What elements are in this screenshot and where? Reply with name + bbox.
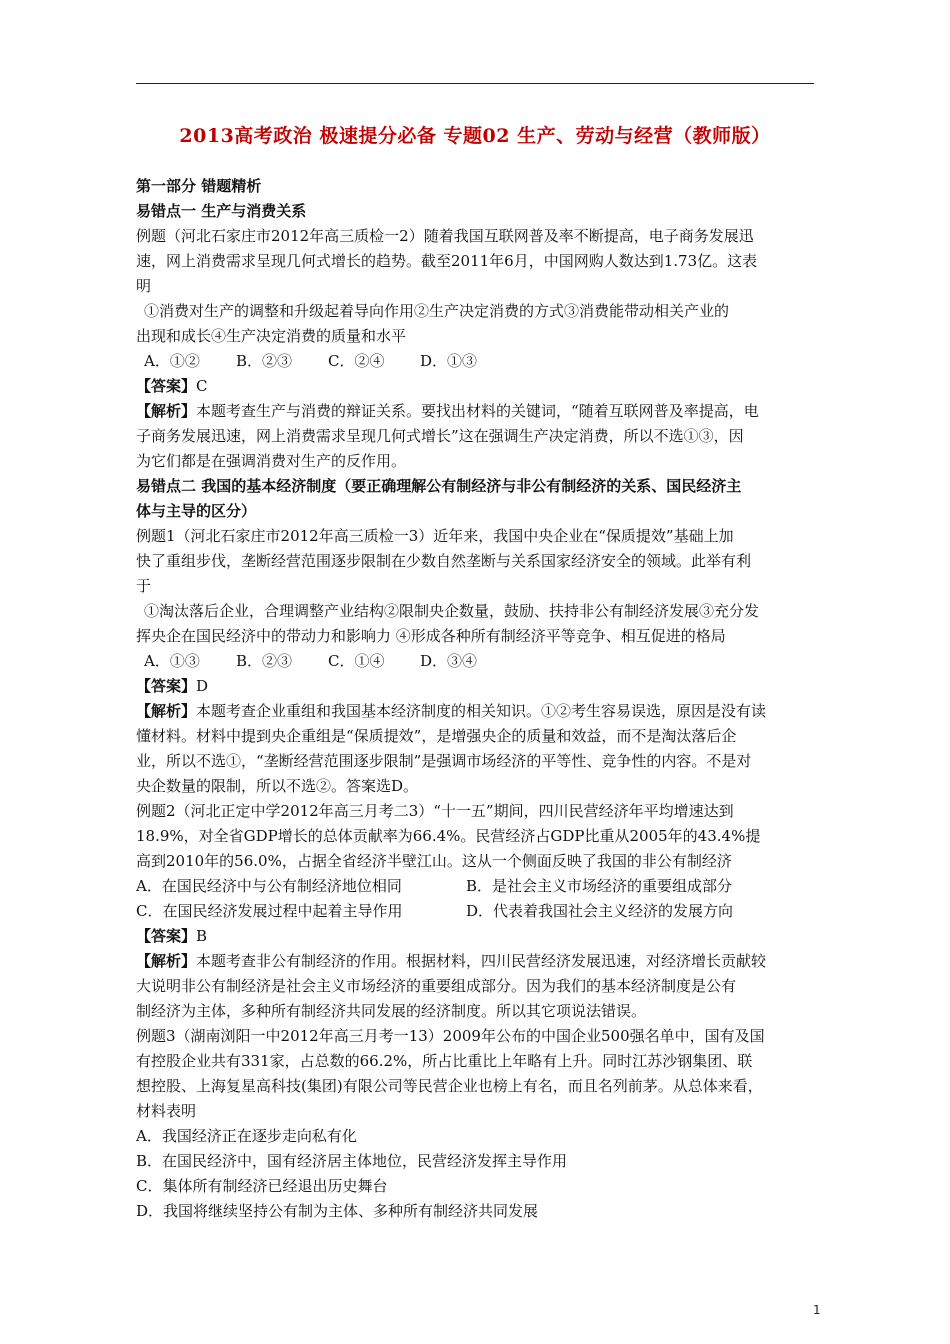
point-heading: 体与主导的区分） [136, 502, 257, 520]
question-line: 18.9%，对全省GDP增长的总体贡献率为66.4%。民营经济占GDP比重从2005年的43.4%提 [136, 827, 761, 845]
question-line: 有控股企业共有331家，占总数的66.2%，所占比重比上年略有上升。同时江苏沙钢集团、联 [136, 1052, 753, 1070]
answer-label: 【答案】 [136, 927, 197, 945]
page-number: 1 [813, 1303, 821, 1317]
statement-line: 挥央企在国民经济中的带动力和影响力 ④形成各种所有制经济平等竞争、相互促进的格局 [136, 627, 726, 645]
options-row [136, 649, 816, 674]
option-b: B．②③ [236, 352, 293, 370]
question-line: 材料表明 [136, 1102, 197, 1120]
option-a: A．①② [144, 352, 200, 370]
option-d: D．①③ [420, 352, 478, 370]
option-b: B．是社会主义市场经济的重要组成部分 [466, 877, 733, 895]
answer-line [136, 374, 816, 399]
option-d: D．③④ [420, 652, 478, 670]
option-a: A．在国民经济中与公有制经济地位相同 [136, 877, 402, 895]
analysis-line [136, 399, 816, 424]
statement-line: ①消费对生产的调整和升级起着导向作用②生产决定消费的方式③消费能带动相关产业的 [144, 302, 730, 320]
answer-line [136, 924, 816, 949]
question-line: 高到2010年的56.0%，占据全省经济半壁江山。这从一个侧面反映了我国的非公有制经济 [136, 852, 732, 870]
question-line: 想控股、上海复星高科技(集团)有限公司等民营企业也榜上有名，而且名列前茅。从总体来看， [136, 1077, 763, 1095]
question-line: 例题1（河北石家庄市2012年高三质检一3）近年来，我国中央企业在“保质提效”基础上加 [136, 527, 734, 545]
document-title: 2013高考政治 极速提分必备 专题02 生产、劳动与经营（教师版） [179, 125, 771, 147]
answer-label: 【答案】 [136, 677, 197, 695]
point-heading: 易错点二 我国的基本经济制度（要正确理解公有制经济与非公有制经济的关系、国民经济主 [136, 477, 742, 495]
options-row [136, 349, 816, 374]
point-heading: 易错点一 生产与消费关系 [136, 202, 307, 220]
option-c: C．②④ [328, 352, 385, 370]
analysis-text: 本题考查生产与消费的辩证关系。要找出材料的关键词，“随着互联网普及率提高，电 [196, 402, 759, 420]
options-row [136, 874, 816, 899]
option-c: C．集体所有制经济已经退出历史舞台 [136, 1177, 388, 1195]
question-line: 于 [136, 577, 152, 595]
analysis-label: 【解析】 [136, 702, 197, 720]
option-a: A．①③ [144, 652, 200, 670]
question-line: 例题3（湖南浏阳一中2012年高三月考一13）2009年公布的中国企业500强名单中，国有及国 [136, 1027, 765, 1045]
option-c: C．①④ [328, 652, 385, 670]
analysis-line: 大说明非公有制经济是社会主义市场经济的重要组成部分。因为我们的基本经济制度是公有 [136, 977, 737, 995]
answer-value: C [196, 377, 208, 395]
question-line: 快了重组步伐，垄断经营范围逐步限制在少数自然垄断与关系国家经济安全的领域。此举有利 [136, 552, 752, 570]
answer-label: 【答案】 [136, 377, 197, 395]
question-line: 明 [136, 277, 152, 295]
analysis-line: 央企数量的限制，所以不选②。答案选D。 [136, 777, 419, 795]
statement-line: ①淘汰落后企业，合理调整产业结构②限制央企数量，鼓励、扶持非公有制经济发展③充分发 [144, 602, 760, 620]
analysis-line [136, 699, 816, 724]
analysis-line: 懂材料。材料中提到央企重组是“保质提效”，是增强央企的质量和效益，而不是淘汰落后企 [136, 727, 737, 745]
header-rule [136, 83, 814, 84]
option-d: D．我国将继续坚持公有制为主体、多种所有制经济共同发展 [136, 1202, 539, 1220]
analysis-line: 为它们都是在强调消费对生产的反作用。 [136, 452, 407, 470]
analysis-line: 制经济为主体，多种所有制经济共同发展的经济制度。所以其它项说法错误。 [136, 1002, 647, 1020]
section-heading: 第一部分 错题精析 [136, 177, 262, 195]
analysis-text: 本题考查非公有制经济的作用。根据材料，四川民营经济发展迅速，对经济增长贡献较 [196, 952, 767, 970]
analysis-label: 【解析】 [136, 952, 197, 970]
question-line: 例题（河北石家庄市2012年高三质检一2）随着我国互联网普及率不断提高，电子商务发展迅 [136, 227, 754, 245]
question-line: 速，网上消费需求呈现几何式增长的趋势。截至2011年6月，中国网购人数达到1.73亿。这表 [136, 252, 758, 270]
option-a: A．我国经济正在逐步走向私有化 [136, 1127, 357, 1145]
answer-value: B [196, 927, 208, 945]
analysis-line [136, 949, 816, 974]
option-d: D．代表着我国社会主义经济的发展方向 [466, 902, 734, 920]
option-c: C．在国民经济发展过程中起着主导作用 [136, 902, 403, 920]
analysis-label: 【解析】 [136, 402, 197, 420]
option-b: B．在国民经济中，国有经济居主体地位，民营经济发挥主导作用 [136, 1152, 568, 1170]
answer-value: D [196, 677, 209, 695]
question-line: 例题2（河北正定中学2012年高三月考二3）“十一五”期间，四川民营经济年平均增速达到 [136, 802, 734, 820]
analysis-text: 本题考查企业重组和我国基本经济制度的相关知识。①②考生容易误选，原因是没有读 [196, 702, 767, 720]
answer-line [136, 674, 816, 699]
option-b: B．②③ [236, 652, 293, 670]
analysis-line: 子商务发展迅速，网上消费需求呈现几何式增长”这在强调生产决定消费，所以不选①③，因 [136, 427, 744, 445]
document-body [136, 174, 816, 1224]
statement-line: 出现和成长④生产决定消费的质量和水平 [136, 327, 407, 345]
options-row [136, 899, 816, 924]
analysis-line: 业，所以不选①，“垄断经营范围逐步限制”是强调市场经济的平等性、竞争性的内容。不是对 [136, 752, 752, 770]
